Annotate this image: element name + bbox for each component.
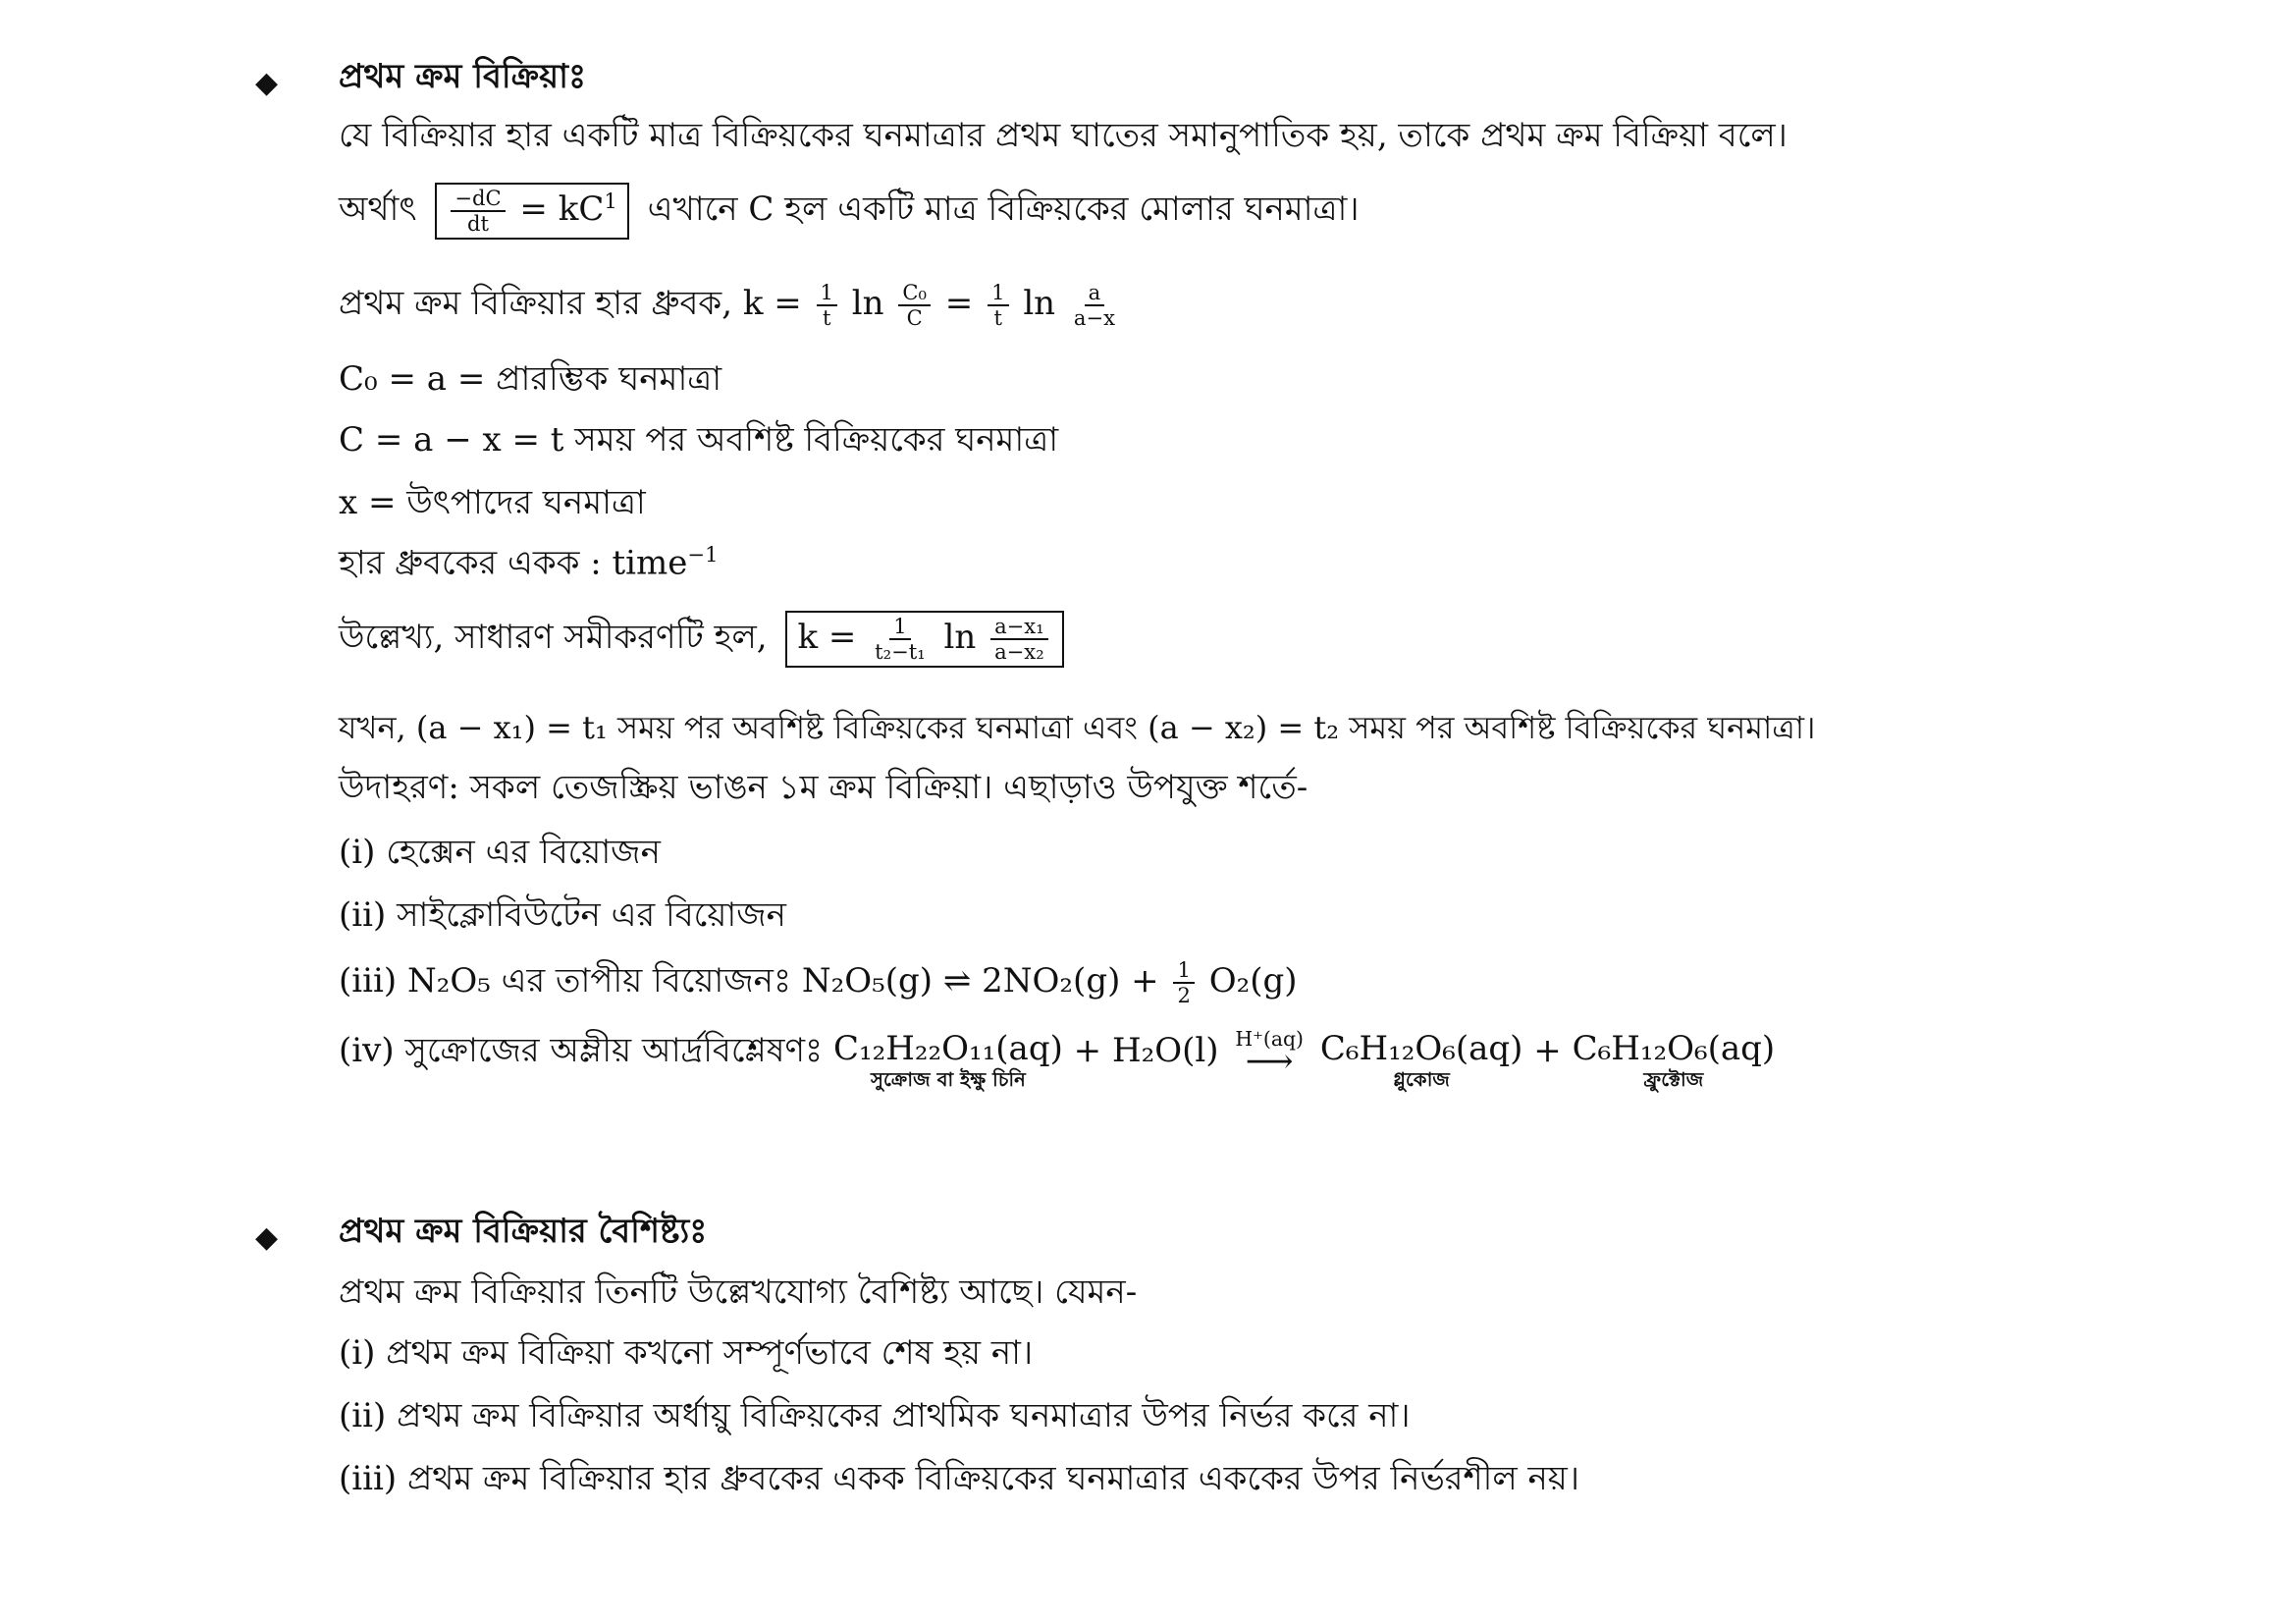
- catalyst-label: H⁺(aq): [1235, 1027, 1305, 1051]
- def-c0: C₀ = a = প্রারম্ভিক ঘনমাত্রা: [339, 359, 722, 399]
- reaction-arrow-icon: ⟶: [1245, 1042, 1294, 1082]
- general-eq-box: [785, 611, 1063, 668]
- rate-frac-3-den: t: [993, 305, 1003, 331]
- rate-frac-3-num: 1: [988, 281, 1008, 306]
- glucose-label: গ্লুকোজ: [1393, 1066, 1451, 1091]
- example-line: উদাহরণ: সকল তেজস্ক্রিয় ভাঙন ১ম ক্রম বিক্রিয়া। এছাড়াও উপযুক্ত শর্তে-: [339, 768, 1308, 807]
- fructose-label: ফ্রুক্টোজ: [1643, 1066, 1704, 1091]
- section2-intro: প্রথম ক্রম বিক্রিয়ার তিনটি উল্লেখযোগ্য বৈশিষ্ট্য আছে। যেমন-: [339, 1272, 1138, 1312]
- fructose-formula: C₆H₁₂O₆(aq): [1572, 1029, 1776, 1068]
- sucrose-group: [833, 1029, 1063, 1090]
- section2-heading: প্রথম ক্রম বিক্রিয়ার বৈশিষ্ট্যঃ: [339, 1212, 708, 1251]
- eq1-denominator: dt: [466, 211, 489, 237]
- rate-ln-2: ln: [1023, 284, 1056, 324]
- eq1-prefix: অর্থাৎ: [339, 189, 417, 230]
- ex-iii-frac-num: 1: [1173, 958, 1194, 984]
- section2-bullet-icon: ◆: [255, 1220, 279, 1255]
- rate-ln-1: ln: [851, 284, 884, 324]
- section1-definition: যে বিক্রিয়ার হার একটি মাত্র বিক্রিয়কের ঘনমাত্রার প্রথম ঘাতের সমানুপাতিক হয়, তাকে প্রথম ক্রম বিক্রিয়া বলে।: [339, 116, 1788, 155]
- unit-label: হার ধ্রুবকের একক : time: [339, 543, 688, 583]
- feature-item-1: (i) প্রথম ক্রম বিক্রিয়া কখনো সম্পূর্ণভাবে শেষ হয় না।: [339, 1333, 1034, 1373]
- rate-frac-1-num: 1: [817, 281, 837, 306]
- rate-equals: =: [944, 284, 974, 324]
- ex-iii-prefix: (iii) N₂O₅ এর তাপীয় বিয়োজনঃ N₂O₅(g) ⇌ 2NO₂(g) +: [339, 961, 1159, 1001]
- unit-exponent: −1: [687, 542, 719, 567]
- eq1-box: [435, 183, 628, 240]
- eq1-fraction: [451, 187, 505, 236]
- rate-constant-line: [339, 281, 1123, 330]
- general-frac-2-den: a−x₂: [994, 639, 1044, 665]
- glucose-formula: C₆H₁₂O₆(aq): [1319, 1029, 1523, 1068]
- water-term: + H₂O(l): [1073, 1030, 1219, 1070]
- example-iv: [339, 1029, 1775, 1090]
- example-ii: (ii) সাইক্লোবিউটেন এর বিয়োজন: [339, 895, 786, 935]
- ex-iv-prefix: (iv) সুক্রোজের অম্লীয় আর্দ্রবিশ্লেষণঃ: [339, 1030, 824, 1070]
- section1-bullet-icon: ◆: [255, 66, 279, 100]
- rate-frac-3: [988, 281, 1008, 330]
- glucose-group: [1320, 1029, 1523, 1090]
- rate-frac-2: [898, 281, 931, 330]
- general-frac-1-den: t₂−t₁: [875, 639, 926, 665]
- general-frac-1-num: 1: [889, 615, 910, 640]
- plus-sign: +: [1533, 1030, 1562, 1070]
- rate-frac-1-den: t: [823, 305, 831, 331]
- eq1-rhs: = kC: [519, 189, 605, 230]
- general-k: k =: [797, 618, 857, 658]
- when-line: যখন, (a − x₁) = t₁ সময় পর অবশিষ্ট বিক্রিয়কের ঘনমাত্রা এবং (a − x₂) = t₂ সময় পর অবশিষ্ট বিক্রিয়কের ঘনমাত্রা।: [339, 709, 1816, 746]
- eq1-numerator: −dC: [451, 187, 505, 212]
- general-ln: ln: [943, 618, 977, 658]
- feature-item-3: (iii) প্রথম ক্রম বিক্রিয়ার হার ধ্রুবকের একক বিক্রিয়কের ঘনমাত্রার এককের উপর নির্ভরশীল নয়।: [339, 1459, 1579, 1498]
- rate-frac-1: [817, 281, 837, 330]
- rate-frac-2-den: C: [906, 305, 923, 331]
- section1-heading: প্রথম ক্রম বিক্রিয়াঃ: [339, 57, 587, 96]
- def-c: C = a − x = t সময় পর অবশিষ্ট বিক্রিয়কের ঘনমাত্রা: [339, 420, 1059, 460]
- sucrose-label: সুক্রোজ বা ইক্ষু চিনি: [870, 1066, 1026, 1091]
- ex-iii-suffix: O₂(g): [1208, 961, 1298, 1001]
- rate-frac-2-num: C₀: [898, 281, 931, 306]
- sucrose-formula: C₁₂H₂₂O₁₁(aq): [832, 1029, 1063, 1068]
- eq1-exponent: 1: [604, 188, 617, 213]
- general-eq-line: [339, 611, 1072, 668]
- fructose-group: [1573, 1029, 1776, 1090]
- def-x: x = উৎপাদের ঘনমাত্রা: [339, 483, 646, 522]
- ex-iii-fraction: [1173, 958, 1194, 1007]
- example-iii: [339, 958, 1298, 1007]
- unit-line: [339, 542, 718, 583]
- feature-item-2: (ii) প্রথম ক্রম বিক্রিয়ার অর্ধায়ু বিক্রিয়কের প্রাথমিক ঘনমাত্রার উপর নির্ভর করে না।: [339, 1396, 1411, 1435]
- general-frac-2: [990, 615, 1048, 664]
- ex-iii-frac-den: 2: [1177, 983, 1191, 1008]
- eq1-line: [339, 183, 1360, 240]
- rate-label: প্রথম ক্রম বিক্রিয়ার হার ধ্রুবক, k =: [339, 284, 802, 324]
- catalyst-arrow: [1235, 1027, 1305, 1082]
- rate-frac-4-num: a: [1085, 281, 1105, 306]
- general-frac-2-num: a−x₁: [990, 615, 1048, 640]
- rate-frac-4: [1070, 281, 1119, 330]
- example-i: (i) হেক্সেন এর বিয়োজন: [339, 833, 661, 872]
- general-frac-1: [871, 615, 930, 664]
- rate-frac-4-den: a−x: [1073, 305, 1116, 331]
- general-label: উল্লেখ্য, সাধারণ সমীকরণটি হল,: [339, 618, 768, 658]
- eq1-suffix: এখানে C হল একটি মাত্র বিক্রিয়কের মোলার ঘনমাত্রা।: [647, 189, 1360, 230]
